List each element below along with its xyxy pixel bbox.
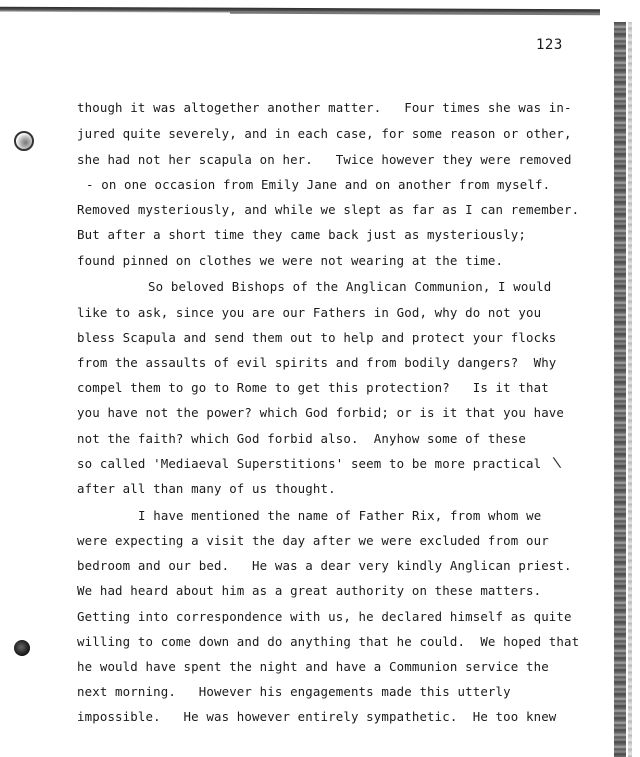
pen-mark-icon: \ (551, 454, 563, 472)
text-line: Removed mysteriously, and while we slept as far as I can remember. (77, 202, 580, 217)
text-line: though it was altogether another matter. Four times she was in- (77, 100, 572, 115)
text-line: I have mentioned the name of Father Rix, from whom we (138, 508, 542, 523)
text-line: she had not her scapula on her. Twice however they were removed (77, 152, 572, 167)
text-line: We had heard about him as a great authority on these matters. (77, 583, 542, 598)
text-line: jured quite severely, and in each case, for some reason or other, (77, 126, 572, 141)
text-line: But after a short time they came back just as mysteriously; (77, 227, 526, 242)
text-line: not the faith? which God forbid also. Anyhow some of these (77, 431, 526, 446)
text-line: compel them to go to Rome to get this protection? Is it that (77, 380, 549, 395)
text-line: you have not the power? which God forbid; or is it that you have (77, 405, 565, 420)
text-line: Getting into correspondence with us, he declared himself as quite (77, 609, 572, 624)
text-line: bless Scapula and send them out to help and protect your flocks (77, 330, 557, 345)
text-line: were expecting a visit the day after we were excluded from our (77, 533, 549, 548)
text-line: So beloved Bishops of the Anglican Communion, I would (148, 279, 552, 294)
text-line: next morning. However his engagements made this utterly (77, 684, 511, 699)
text-line: impossible. He was however entirely sympathetic. He too knew (77, 709, 557, 724)
text-line: after all than many of us thought. (77, 481, 336, 496)
text-line: willing to come down and do anything that he could. We hoped that (77, 634, 580, 649)
text-line: found pinned on clothes we were not wearing at the time. (77, 253, 504, 268)
text-line: from the assaults of evil spirits and from bodily dangers? Why (77, 355, 557, 370)
text-line: - on one occasion from Emily Jane and on another from myself. (86, 177, 551, 192)
page-number: 123 (536, 37, 563, 53)
scanned-page-edge (614, 22, 626, 757)
text-line: like to ask, since you are our Fathers in God, why do not you (77, 305, 542, 320)
text-line: bedroom and our bed. He was a dear very kindly Anglican priest. (77, 558, 572, 573)
text-line: he would have spent the night and have a Communion service the (77, 659, 549, 674)
text-line: so called 'Mediaeval Superstitions' seem to be more practical (77, 456, 542, 471)
